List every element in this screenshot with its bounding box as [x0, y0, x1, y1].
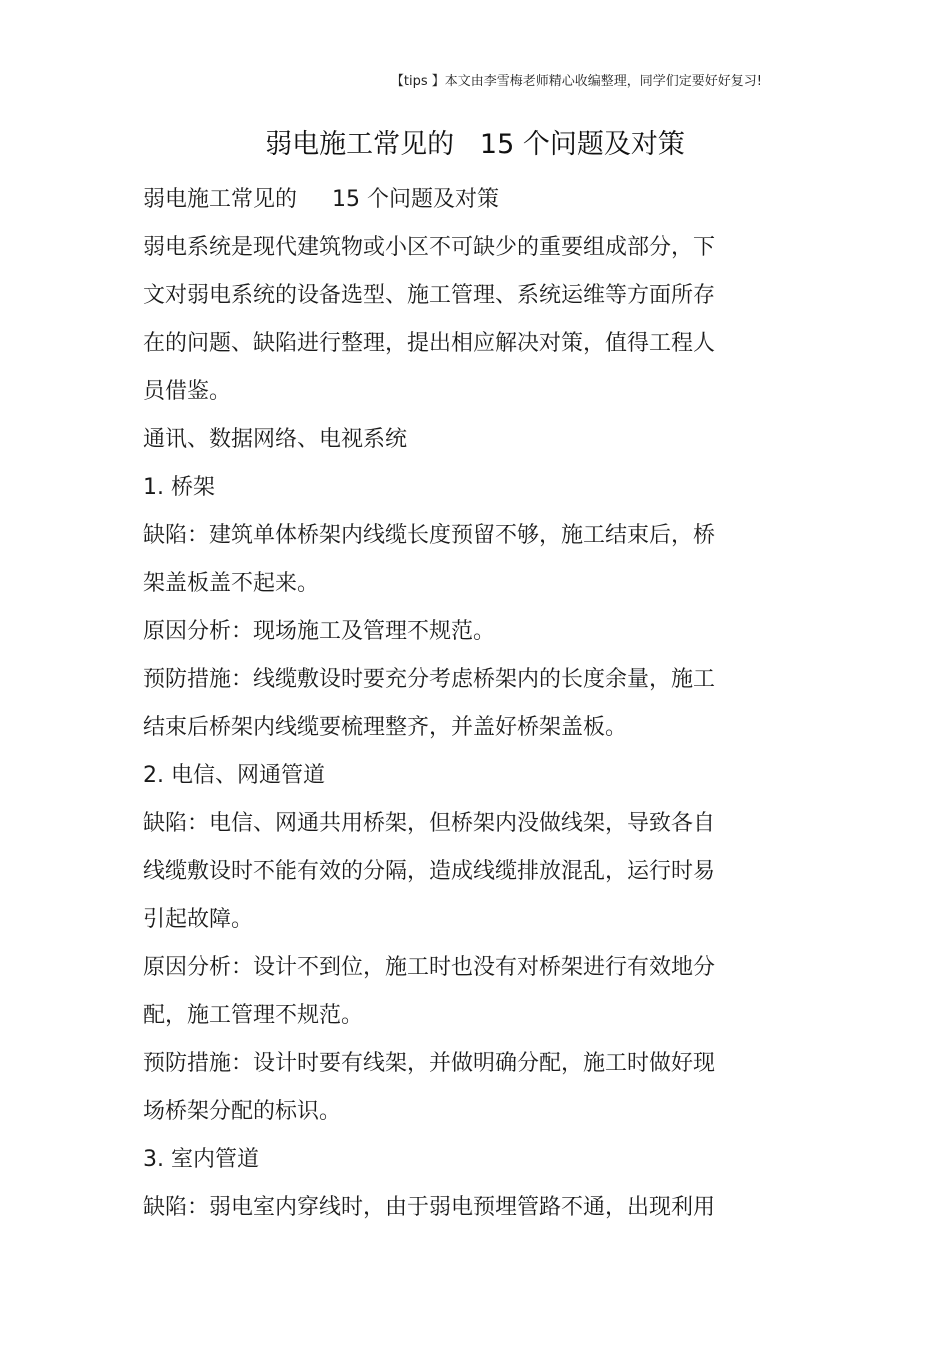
text-line: 预防措施：线缆敷设时要充分考虑桥架内的长度余量，施工: [143, 667, 716, 692]
text-line: 文对弱电系统的设备选型、施工管理、系统运维等方面所存: [143, 283, 716, 308]
text-line: 缺陷：电信、网通共用桥架，但桥架内没做线架，导致各自: [143, 811, 716, 836]
text-line: 弱电施工常见的 15 个问题及对策: [143, 187, 499, 212]
text-line: 线缆敷设时不能有效的分隔，造成线缆排放混乱，运行时易: [143, 859, 716, 884]
text-line: 引起故障。: [143, 907, 254, 932]
text-line: 架盖板盖不起来。: [143, 571, 320, 596]
text-line: 在的问题、缺陷进行整理，提出相应解决对策，值得工程人: [143, 331, 716, 356]
document-body: [143, 176, 743, 1232]
text-line: 预防措施：设计时要有线架，并做明确分配，施工时做好现: [143, 1051, 716, 1076]
text-line: 缺陷：建筑单体桥架内线缆长度预留不够，施工结束后，桥: [143, 523, 716, 548]
text-line: 缺陷：弱电室内穿线时，由于弱电预埋管路不通，出现利用: [143, 1195, 716, 1220]
text-line: 结束后桥架内线缆要梳理整齐，并盖好桥架盖板。: [143, 715, 628, 740]
text-line: 通讯、数据网络、电视系统: [143, 427, 408, 452]
text-line: 1. 桥架: [143, 475, 215, 500]
text-line: 原因分析：设计不到位，施工时也没有对桥架进行有效地分: [143, 955, 716, 980]
document-title: 弱电施工常见的 15 个问题及对策: [265, 129, 685, 160]
text-line: 场桥架分配的标识。: [143, 1099, 342, 1124]
text-line: 弱电系统是现代建筑物或小区不可缺少的重要组成部分，下: [143, 235, 716, 260]
text-line: 3. 室内管道: [143, 1147, 259, 1172]
text-line: 原因分析：现场施工及管理不规范。: [143, 619, 496, 644]
text-line: 2. 电信、网通管道: [143, 763, 325, 788]
text-line: 员借鉴。: [143, 379, 232, 404]
header-tip: 【tips 】本文由李雪梅老师精心收编整理，同学们定要好好复习!: [390, 74, 762, 89]
text-line: 配，施工管理不规范。: [143, 1003, 364, 1028]
